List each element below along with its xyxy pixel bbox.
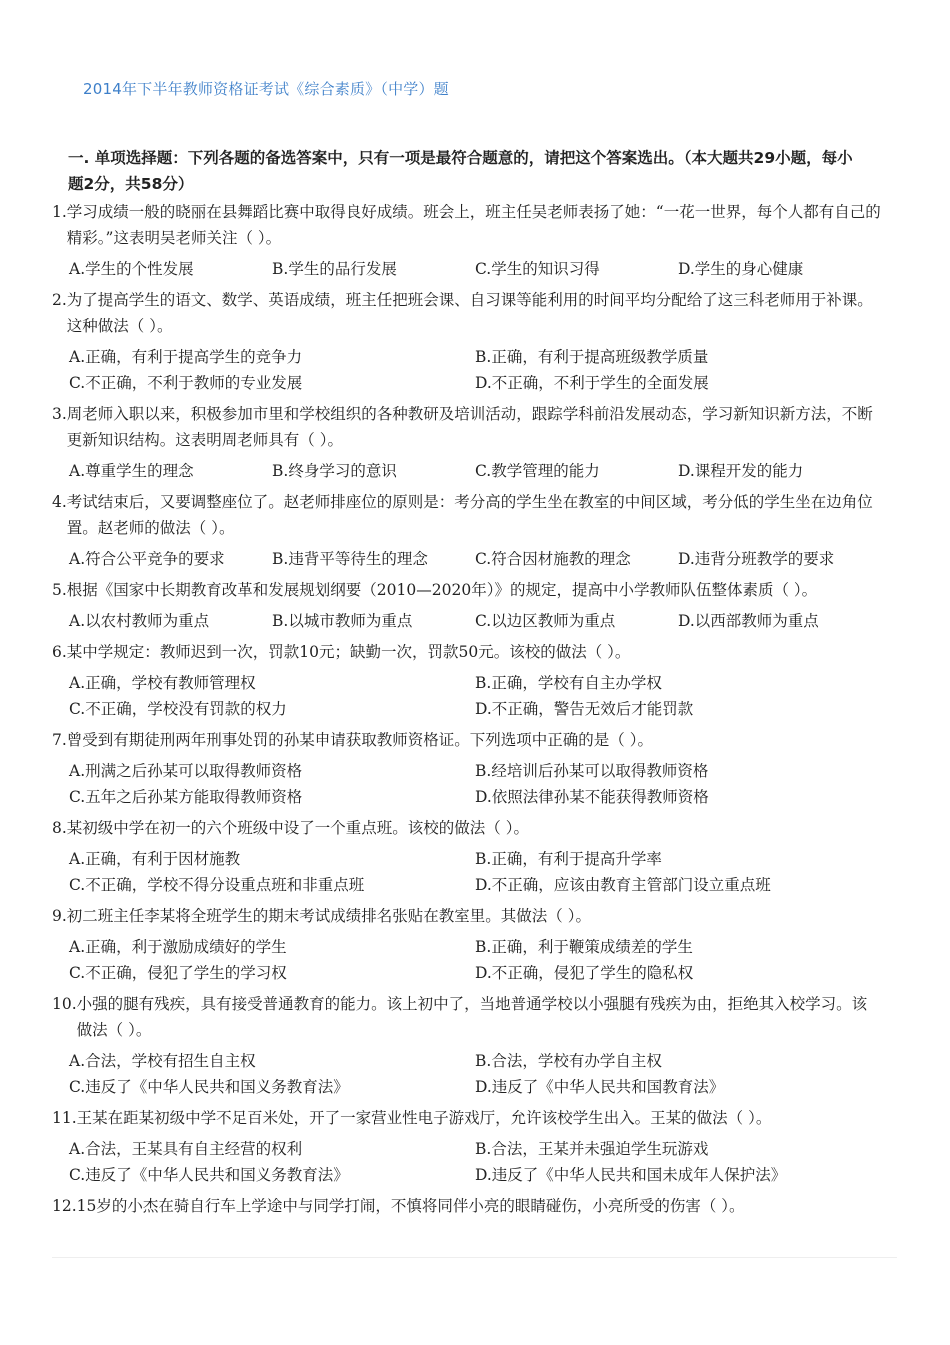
question-text: 曾受到有期徒刑两年刑事处罚的孙某申请获取教师资格证。下列选项中正确的是（ ）。 <box>66 731 653 749</box>
question-item <box>52 991 882 1100</box>
answer-option: B.正确，利于鞭策成绩差的学生 <box>475 938 693 956</box>
question-item <box>52 727 882 810</box>
question-stem <box>52 1105 882 1131</box>
answer-option: C.学生的知识习得 <box>475 260 600 278</box>
answer-options <box>69 1136 882 1188</box>
answer-option: D.违反了《中华人民共和国未成年人保护法》 <box>475 1166 787 1184</box>
answer-option: D.以西部教师为重点 <box>678 612 819 630</box>
question-number: 11. <box>52 1109 77 1127</box>
question-stem <box>52 903 882 929</box>
question-number: 5. <box>52 581 67 599</box>
question-number: 9. <box>52 907 67 925</box>
question-text: 根据《国家中长期教育改革和发展规划纲要（2010—2020年）》的规定，提高中小学教师队伍整体素质（ ）。 <box>66 581 818 599</box>
question-stem <box>52 287 882 339</box>
answer-option: D.违背分班教学的要求 <box>678 550 835 568</box>
question-number: 3. <box>52 405 67 423</box>
question-stem <box>52 577 882 603</box>
question-text: 考试结束后，又要调整座位了。赵老师排座位的原则是：考分高的学生坐在教室的中间区域，考分低的学生坐在边角位置。赵老师的做法（ ）。 <box>66 493 873 537</box>
question-text: 为了提高学生的语文、数学、英语成绩，班主任把班会课、自习课等能利用的时间平均分配给了这三科老师用于补课。这种做法（ ）。 <box>66 291 873 335</box>
question-stem <box>52 401 882 453</box>
answer-option: D.不正确，应该由教育主管部门设立重点班 <box>475 876 771 894</box>
answer-option: C.不正确，学校没有罚款的权力 <box>69 700 287 718</box>
answer-option: D.违反了《中华人民共和国教育法》 <box>475 1078 725 1096</box>
question-text: 15岁的小杰在骑自行车上学途中与同学打闹，不慎将同伴小亮的眼睛碰伤，小亮所受的伤害（ ）。 <box>76 1197 745 1215</box>
answer-option: B.正确，有利于提高班级教学质量 <box>475 348 709 366</box>
answer-options <box>69 256 882 282</box>
answer-option: D.依照法律孙某不能获得教师资格 <box>475 788 709 806</box>
question-stem <box>52 489 882 541</box>
question-number: 12. <box>52 1197 77 1215</box>
question-item <box>52 903 882 986</box>
question-text: 某初级中学在初一的六个班级中设了一个重点班。该校的做法（ ）。 <box>66 819 529 837</box>
question-number: 8. <box>52 819 67 837</box>
answer-option: C.教学管理的能力 <box>475 462 600 480</box>
answer-option: C.不正确，学校不得分设重点班和非重点班 <box>69 876 365 894</box>
question-text: 小强的腿有残疾，具有接受普通教育的能力。该上初中了，当地普通学校以小强腿有残疾为由，拒绝其入校学习。该做法（ ）。 <box>76 995 868 1039</box>
answer-option: A.合法，王某具有自主经营的权利 <box>69 1140 303 1158</box>
answer-option: D.不正确，警告无效后才能罚款 <box>475 700 694 718</box>
answer-options <box>69 846 882 898</box>
answer-option: A.刑满之后孙某可以取得教师资格 <box>69 762 303 780</box>
question-item <box>52 815 882 898</box>
document-title: 2014年下半年教师资格证考试《综合素质》（中学）题 <box>83 80 449 98</box>
question-number: 6. <box>52 643 67 661</box>
answer-options <box>69 608 882 634</box>
answer-option: B.正确，学校有自主办学权 <box>475 674 662 692</box>
question-item <box>52 577 882 634</box>
answer-option: C.五年之后孙某方能取得教师资格 <box>69 788 303 806</box>
question-item <box>52 639 882 722</box>
answer-option: C.符合因材施教的理念 <box>475 550 631 568</box>
question-number: 2. <box>52 291 67 309</box>
answer-option: C.不正确，侵犯了学生的学习权 <box>69 964 287 982</box>
answer-option: C.违反了《中华人民共和国义务教育法》 <box>69 1078 349 1096</box>
question-stem <box>52 991 882 1043</box>
answer-option: A.正确，有利于因材施教 <box>69 850 241 868</box>
question-stem <box>52 639 882 665</box>
answer-options <box>69 458 882 484</box>
answer-options <box>69 758 882 810</box>
answer-option: B.以城市教师为重点 <box>272 612 413 630</box>
question-stem <box>52 1193 882 1219</box>
answer-option: B.经培训后孙某可以取得教师资格 <box>475 762 709 780</box>
answer-options <box>69 546 882 572</box>
answer-option: A.尊重学生的理念 <box>69 462 194 480</box>
question-stem <box>52 199 882 251</box>
answer-option: B.合法，王某并未强迫学生玩游戏 <box>475 1140 709 1158</box>
question-item <box>52 1193 882 1219</box>
answer-option: B.正确，有利于提高升学率 <box>475 850 662 868</box>
answer-option: A.符合公平竞争的要求 <box>69 550 225 568</box>
question-list <box>52 199 882 1224</box>
question-stem <box>52 727 882 753</box>
question-stem <box>52 815 882 841</box>
section-heading: 一. 单项选择题：下列各题的备选答案中，只有一项是最符合题意的，请把这个答案选出。（本大题共29小题，每小题2分，共58分） <box>68 149 853 193</box>
answer-option: A.学生的个性发展 <box>69 260 194 278</box>
answer-options <box>69 1048 882 1100</box>
answer-option: A.以农村教师为重点 <box>69 612 210 630</box>
page-divider <box>52 1257 897 1258</box>
answer-option: A.合法，学校有招生自主权 <box>69 1052 256 1070</box>
question-item <box>52 401 882 484</box>
answer-option: D.学生的身心健康 <box>678 260 804 278</box>
question-item <box>52 1105 882 1188</box>
question-item <box>52 489 882 572</box>
answer-option: D.不正确，不利于学生的全面发展 <box>475 374 709 392</box>
question-item <box>52 199 882 282</box>
answer-option: C.违反了《中华人民共和国义务教育法》 <box>69 1166 349 1184</box>
question-number: 10. <box>52 995 77 1013</box>
question-number: 4. <box>52 493 67 511</box>
answer-option: C.不正确，不利于教师的专业发展 <box>69 374 303 392</box>
answer-option: C.以边区教师为重点 <box>475 612 616 630</box>
answer-option: A.正确，有利于提高学生的竞争力 <box>69 348 303 366</box>
answer-option: D.不正确，侵犯了学生的隐私权 <box>475 964 694 982</box>
answer-option: B.终身学习的意识 <box>272 462 397 480</box>
question-number: 1. <box>52 203 67 221</box>
answer-option: B.违背平等待生的理念 <box>272 550 428 568</box>
answer-option: B.合法，学校有办学自主权 <box>475 1052 662 1070</box>
answer-options <box>69 670 882 722</box>
answer-options <box>69 344 882 396</box>
question-text: 某中学规定：教师迟到一次，罚款10元；缺勤一次，罚款50元。该校的做法（ ）。 <box>66 643 631 661</box>
question-text: 初二班主任李某将全班学生的期末考试成绩排名张贴在教室里。其做法（ ）。 <box>66 907 591 925</box>
question-text: 周老师入职以来，积极参加市里和学校组织的各种教研及培训活动，跟踪学科前沿发展动态，学习新知识新方法，不断更新知识结构。这表明周老师具有（ ）。 <box>66 405 873 449</box>
answer-option: D.课程开发的能力 <box>678 462 804 480</box>
answer-options <box>69 934 882 986</box>
question-text: 学习成绩一般的晓丽在县舞蹈比赛中取得良好成绩。班会上，班主任吴老师表扬了她：“一花一世界，每个人都有自己的精彩。”这表明吴老师关注（ ）。 <box>66 203 881 247</box>
answer-option: A.正确，利于激励成绩好的学生 <box>69 938 287 956</box>
answer-option: A.正确，学校有教师管理权 <box>69 674 256 692</box>
answer-option: B.学生的品行发展 <box>272 260 397 278</box>
question-text: 王某在距某初级中学不足百米处，开了一家营业性电子游戏厅，允许该校学生出入。王某的做法（ ）。 <box>76 1109 772 1127</box>
question-number: 7. <box>52 731 67 749</box>
question-item <box>52 287 882 396</box>
